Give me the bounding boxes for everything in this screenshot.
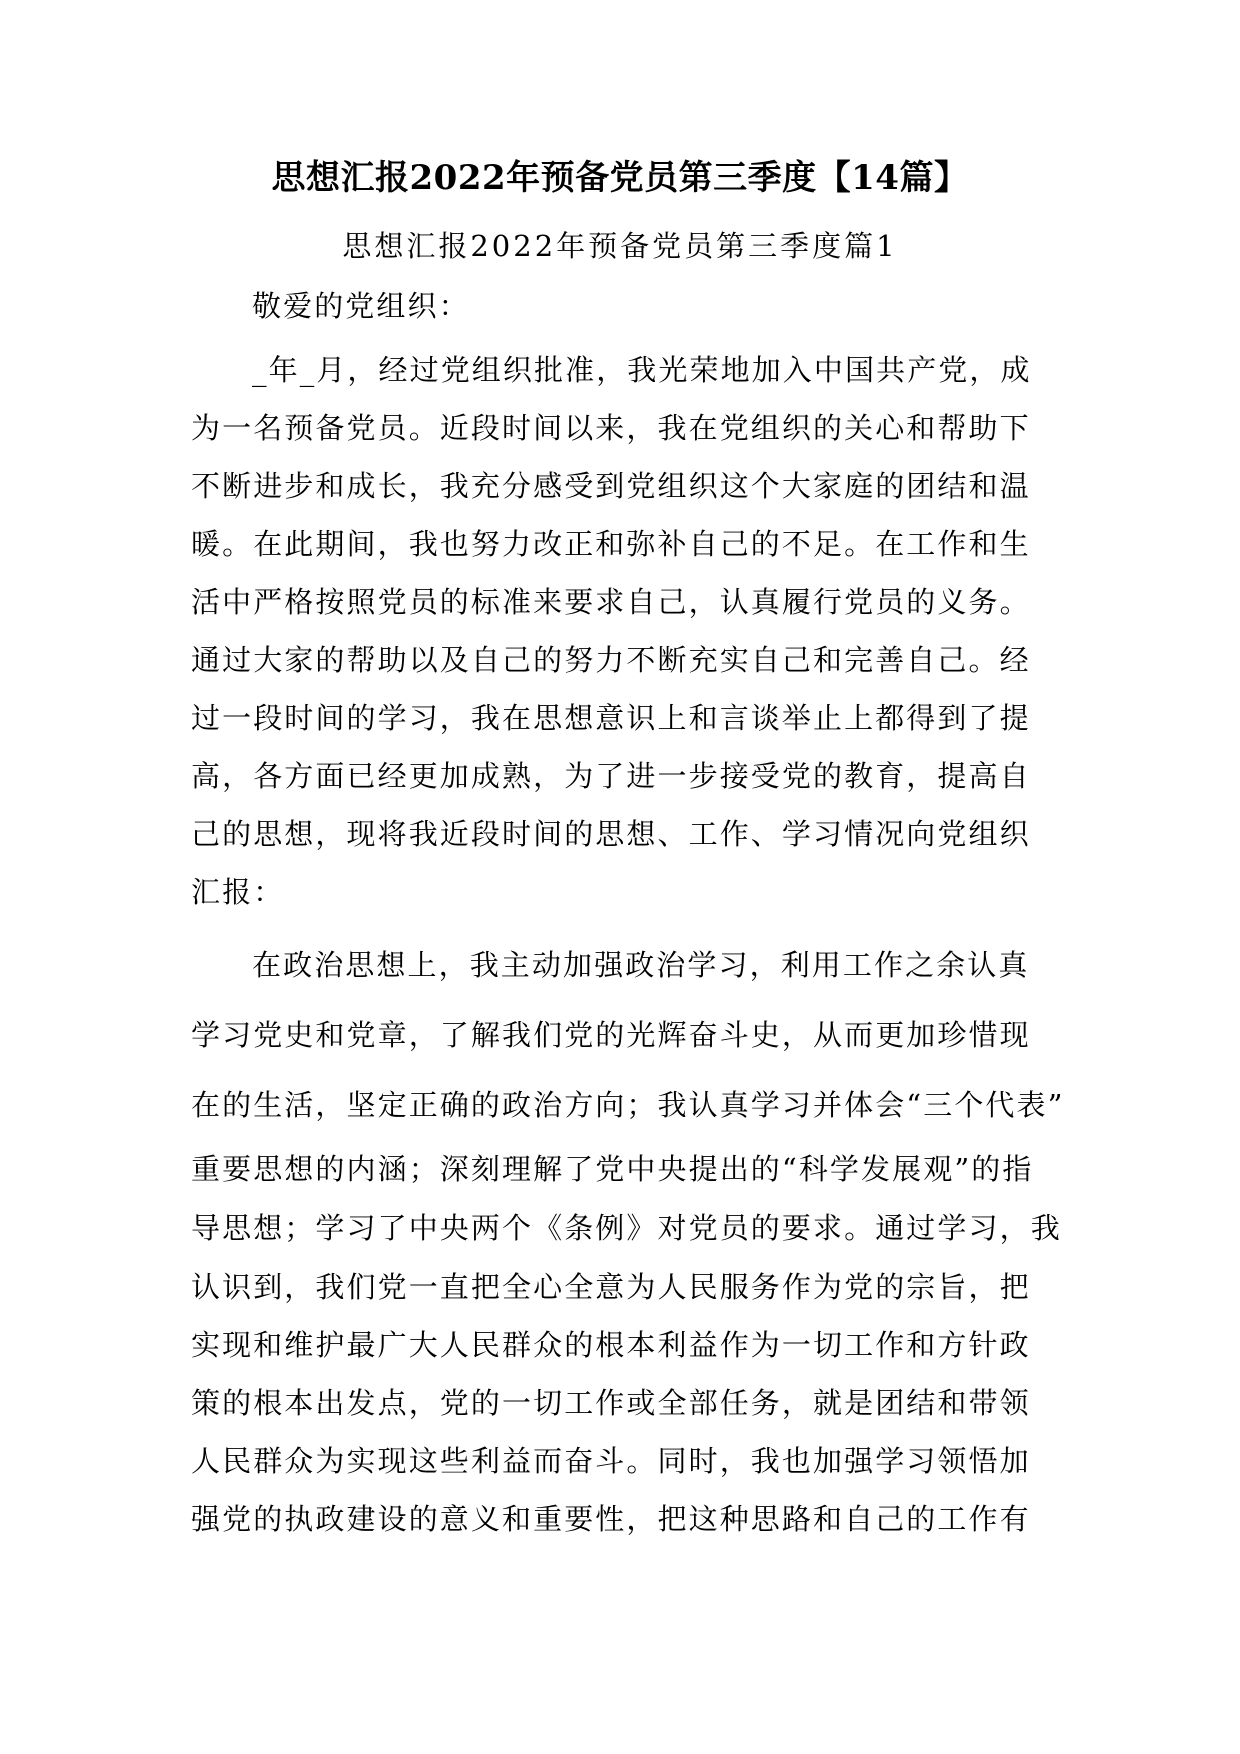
body-line: 强党的执政建设的意义和重要性，把这种思路和自己的工作有 <box>191 1502 1031 1536</box>
body-line: 人民群众为实现这些利益而奋斗。同时，我也加强学习领悟加 <box>191 1444 1031 1478</box>
body-line: 实现和维护最广大人民群众的根本利益作为一切工作和方针政 <box>191 1328 1031 1362</box>
body-line: 在政治思想上，我主动加强政治学习，利用工作之余认真 <box>252 948 1030 982</box>
document-subtitle: 思想汇报2022年预备党员第三季度篇1 <box>342 229 898 263</box>
body-line: 学习党史和党章，了解我们党的光辉奋斗史，从而更加珍惜现 <box>191 1018 1031 1052</box>
body-line: 过一段时间的学习，我在思想意识上和言谈举止上都得到了提 <box>191 701 1031 735</box>
body-line: 暖。在此期间，我也努力改正和弥补自己的不足。在工作和生 <box>191 527 1031 561</box>
body-line: 汇报： <box>191 875 285 909</box>
salutation: 敬爱的党组织： <box>252 289 470 323</box>
body-line: 不断进步和成长，我充分感受到党组织这个大家庭的团结和温 <box>191 469 1031 503</box>
body-line: 高，各方面已经更加成熟，为了进一步接受党的教育，提高自 <box>191 759 1031 793</box>
document-title: 思想汇报2022年预备党员第三季度【14篇】 <box>271 158 969 198</box>
body-line: 重要思想的内涵；深刻理解了党中央提出的“科学发展观”的指 <box>191 1152 1034 1186</box>
body-line: 认识到，我们党一直把全心全意为人民服务作为党的宗旨，把 <box>191 1270 1031 1304</box>
body-line: 导思想；学习了中央两个《条例》对党员的要求。通过学习，我 <box>191 1211 1062 1245</box>
body-line: _年_月，经过党组织批准，我光荣地加入中国共产党，成 <box>252 353 1032 387</box>
body-line: 通过大家的帮助以及自己的努力不断充实自己和完善自己。经 <box>191 643 1031 677</box>
body-line: 策的根本出发点，党的一切工作或全部任务，就是团结和带领 <box>191 1386 1031 1420</box>
body-line: 为一名预备党员。近段时间以来，我在党组织的关心和帮助下 <box>191 411 1031 445</box>
body-line: 在的生活，坚定正确的政治方向；我认真学习并体会“三个代表” <box>191 1088 1065 1122</box>
body-line: 活中严格按照党员的标准来要求自己，认真履行党员的义务。 <box>191 585 1031 619</box>
body-line: 己的思想，现将我近段时间的思想、工作、学习情况向党组织 <box>191 817 1031 851</box>
